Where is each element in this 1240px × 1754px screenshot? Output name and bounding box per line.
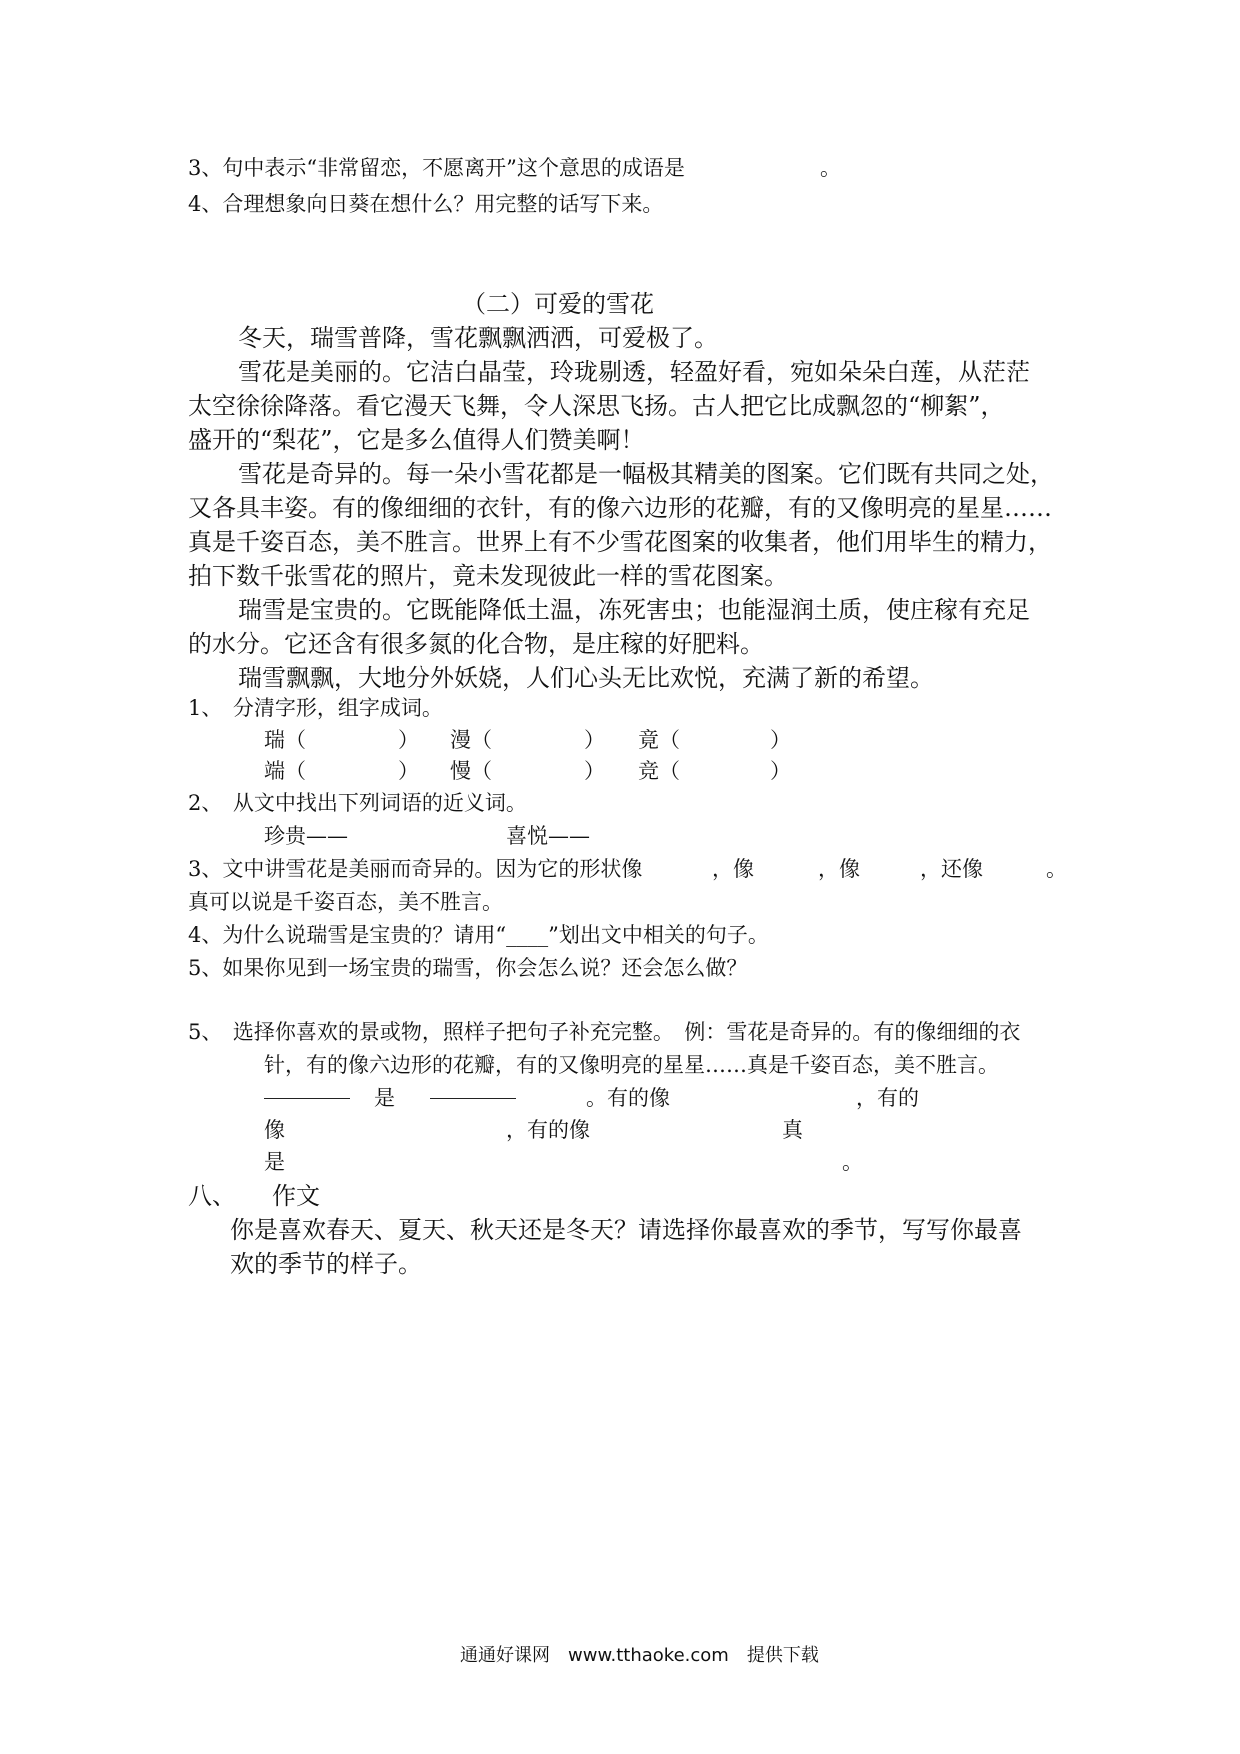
- passage-line: 盛开的“梨花”，它是多么值得人们赞美啊！: [188, 426, 645, 454]
- q2-word-a: 珍贵——: [264, 824, 348, 848]
- passage-line: 又各具丰姿。有的像细细的衣针，有的像六边形的花瓣，有的又像明亮的星星……: [188, 494, 1052, 522]
- question-4: 4、为什么说瑞雪是宝贵的？请用“____”划出文中相关的句子。: [188, 923, 769, 947]
- blank-line[interactable]: [264, 1082, 350, 1106]
- composition-line-2: 欢的季节的样子。: [230, 1250, 422, 1278]
- passage-line: 瑞雪是宝贵的。它既能降低土温，冻死害虫；也能湿润土质，使庄稼有充足: [238, 596, 1030, 624]
- passage-line: 太空徐徐降落。看它漫天飞舞，令人深思飞扬。古人把它比成飘忽的“柳絮”，: [188, 392, 1005, 420]
- prev-question-4: 4、合理想象向日葵在想什么？用完整的话写下来。: [188, 192, 664, 216]
- footer-credit: 通通好课网 www.tthaoke.com 提供下载: [460, 1645, 819, 1666]
- prev-question-3-end: 。: [820, 156, 841, 180]
- passage-line: 的水分。它还含有很多氮的化合物，是庄稼的好肥料。: [188, 630, 764, 658]
- passage-line: 真是千姿百态，美不胜言。世界上有不少雪花图案的收集者，他们用毕生的精力，: [188, 528, 1052, 556]
- passage-line: 雪花是奇异的。每一朵小雪花都是一幅极其精美的图案。它们既有共同之处，: [238, 460, 1054, 488]
- composition-heading: 八、 作文: [188, 1182, 320, 1210]
- question-3-line-2: 真可以说是千姿百态，美不胜言。: [188, 890, 503, 914]
- passage-line: 冬天，瑞雪普降，雪花飘飘洒洒，可爱极了。: [238, 324, 718, 352]
- question-1: 1、 分清字形，组字成词。: [188, 696, 443, 720]
- composition-line-1: 你是喜欢春天、夏天、秋天还是冬天？请选择你最喜欢的季节，写写你最喜: [230, 1216, 1022, 1244]
- passage-line: 拍下数千张雪花的照片，竟未发现彼此一样的雪花图案。: [188, 562, 788, 590]
- prev-question-3: 3、句中表示“非常留恋，不愿离开”这个意思的成语是: [188, 156, 685, 180]
- question-2: 2、 从文中找出下列词语的近义词。: [188, 791, 527, 815]
- question-5b-line-2: 针，有的像六边形的花瓣，有的又像明亮的星星……真是千姿百态，美不胜言。: [264, 1053, 999, 1077]
- passage-line: 雪花是美丽的。它洁白晶莹，玲珑剔透，轻盈好看，宛如朵朵白莲，从茫茫: [238, 358, 1030, 386]
- question-5b: 5、 选择你喜欢的景或物，照样子把句子补充完整。 例：雪花是奇异的。有的像细细的衣: [188, 1020, 1021, 1044]
- q2-word-b: 喜悦——: [506, 824, 590, 848]
- passage-line: 瑞雪飘飘，大地分外妖娆，人们心头无比欢悦，充满了新的希望。: [238, 664, 934, 692]
- passage-title: （二）可爱的雪花: [462, 290, 654, 318]
- blank-line[interactable]: [430, 1082, 516, 1106]
- question-5: 5、如果你见到一场宝贵的瑞雪，你会怎么说？还会怎么做？: [188, 956, 748, 980]
